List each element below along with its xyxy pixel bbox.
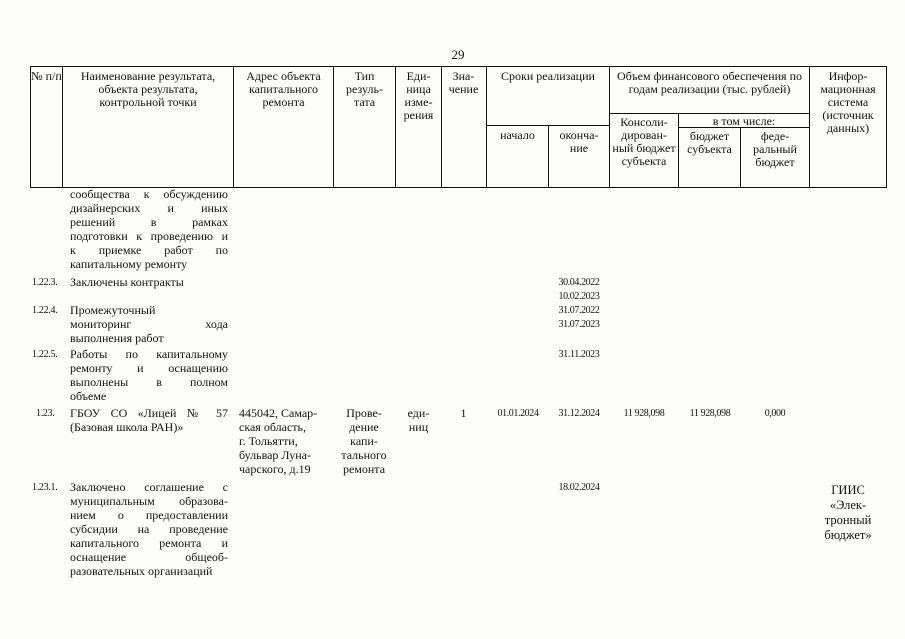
vline-1: [62, 66, 63, 188]
row-continuation-line: решений в рамках: [70, 215, 228, 229]
vline-2: [233, 66, 234, 188]
header-start: начало: [500, 128, 535, 142]
header-consolidated: Консоли-дирован-ный бюджет субъекта: [612, 115, 676, 168]
header-no: № п/п: [31, 69, 62, 83]
vline-11: [809, 66, 810, 188]
row-name: Промежуточный: [70, 303, 156, 317]
row-name: муниципальным образова-: [70, 494, 228, 508]
header-value: Зна-чение: [448, 69, 479, 96]
header-unit: Еди-ница изме-рения: [403, 69, 434, 122]
row-type: Прове-: [346, 406, 382, 420]
row-address: бульвар Луна-: [239, 448, 311, 462]
row-type: ремонта: [342, 462, 386, 476]
row-address: 445042, Самар-: [239, 406, 318, 420]
row-subject-budget: 11 928,098: [689, 408, 731, 419]
row-type: тального: [341, 448, 387, 462]
vline-12: [886, 66, 887, 188]
row-continuation-line: к приемке работ по: [70, 243, 228, 257]
header-terms: Сроки реализации: [501, 69, 595, 83]
row-value: 1: [460, 406, 467, 420]
row-number: 1.23.: [36, 408, 55, 419]
row-name: (Базовая школа РАН)»: [70, 420, 184, 434]
row-name: выполнения работ: [70, 331, 164, 345]
header-subject-budget: бюджет субъекта: [687, 129, 732, 156]
row-number: 1.22.3.: [32, 277, 58, 288]
row-continuation-line: подготовки к проведению и: [70, 229, 228, 243]
row-federal-budget: 0,000: [764, 408, 786, 419]
row-number: 1.22.5.: [32, 349, 58, 360]
row-end-date: 18.02.2024: [558, 482, 600, 493]
vline-9: [678, 113, 679, 188]
row-name: Заключены контракты: [70, 275, 184, 289]
row-end-date: 10.02.2023: [558, 291, 600, 302]
row-end-date: 31.12.2024: [558, 408, 600, 419]
row-name: выполнены в полном: [70, 375, 228, 389]
row-name: ремонту и оснащению: [70, 361, 228, 375]
row-name: объеме: [70, 389, 107, 403]
vline-7: [548, 125, 549, 188]
row-end-date: 31.07.2022: [558, 305, 600, 316]
vline-0: [30, 66, 31, 188]
row-name: мониторинг хода: [70, 317, 228, 331]
row-name: нием о предоставлении: [70, 508, 228, 522]
row-info-system: ГИИС: [831, 483, 865, 497]
row-info-system: «Элек-: [829, 498, 867, 512]
header-name: Наименование результата, объекта результата, контрольной точки: [80, 69, 216, 109]
row-name: Работы по капитальному: [70, 347, 228, 361]
row-name: Заключено соглашение с: [70, 480, 228, 494]
header-address: Адрес объекта капитального ремонта: [246, 69, 321, 109]
row-end-date: 30.04.2022: [558, 277, 600, 288]
vline-6: [486, 66, 487, 188]
row-address: ская область,: [239, 420, 306, 434]
row-continuation-line: капитальному ремонту: [70, 257, 188, 271]
header-type: Тип резуль-тата: [346, 69, 383, 109]
row-type: капи-: [350, 434, 378, 448]
vline-10: [740, 127, 741, 188]
row-name: субсидии на проведение: [70, 522, 228, 536]
vline-3: [333, 66, 334, 188]
vline-5: [441, 66, 442, 188]
row-unit: еди-: [407, 406, 430, 420]
row-start-date: 01.01.2024: [497, 408, 539, 419]
row-name: капитального ремонта и: [70, 536, 228, 550]
row-address: г. Тольятти,: [239, 434, 298, 448]
header-end: оконча-ние: [559, 128, 599, 155]
vline-8: [609, 66, 610, 188]
row-consolidated-budget: 11 928,098: [623, 408, 665, 419]
header-including: в том числе:: [712, 114, 776, 128]
row-name: ГБОУ СО «Лицей № 57: [70, 406, 228, 420]
row-number: 1.23.1.: [32, 482, 58, 493]
row-continuation-line: дизайнерских и иных: [70, 201, 228, 215]
row-info-system: тронный: [824, 513, 872, 527]
row-end-date: 31.07.2023: [558, 319, 600, 330]
row-address: чарского, д.19: [239, 462, 311, 476]
hline-finance-top: [609, 113, 678, 114]
row-name: оснащение общеоб-: [70, 550, 228, 564]
row-end-date: 31.11.2023: [558, 349, 600, 360]
row-unit: ниц: [408, 420, 429, 434]
row-info-system: бюджет»: [824, 528, 872, 542]
row-continuation-line: сообщества к обсуждению: [70, 187, 228, 201]
vline-4: [395, 66, 396, 188]
row-name: разовательных организаций: [70, 564, 213, 578]
header-finance: Объем финансового обеспечения по годам реализации (тыс. рублей): [617, 69, 802, 96]
page-number: 29: [451, 47, 465, 62]
hline-top: [30, 66, 886, 67]
header-info-system: Инфор-мационная система (источник данных): [820, 69, 876, 135]
row-number: 1.22.4.: [32, 305, 58, 316]
row-type: дение: [349, 420, 379, 434]
header-federal-budget: феде-ральный бюджет: [753, 129, 797, 169]
